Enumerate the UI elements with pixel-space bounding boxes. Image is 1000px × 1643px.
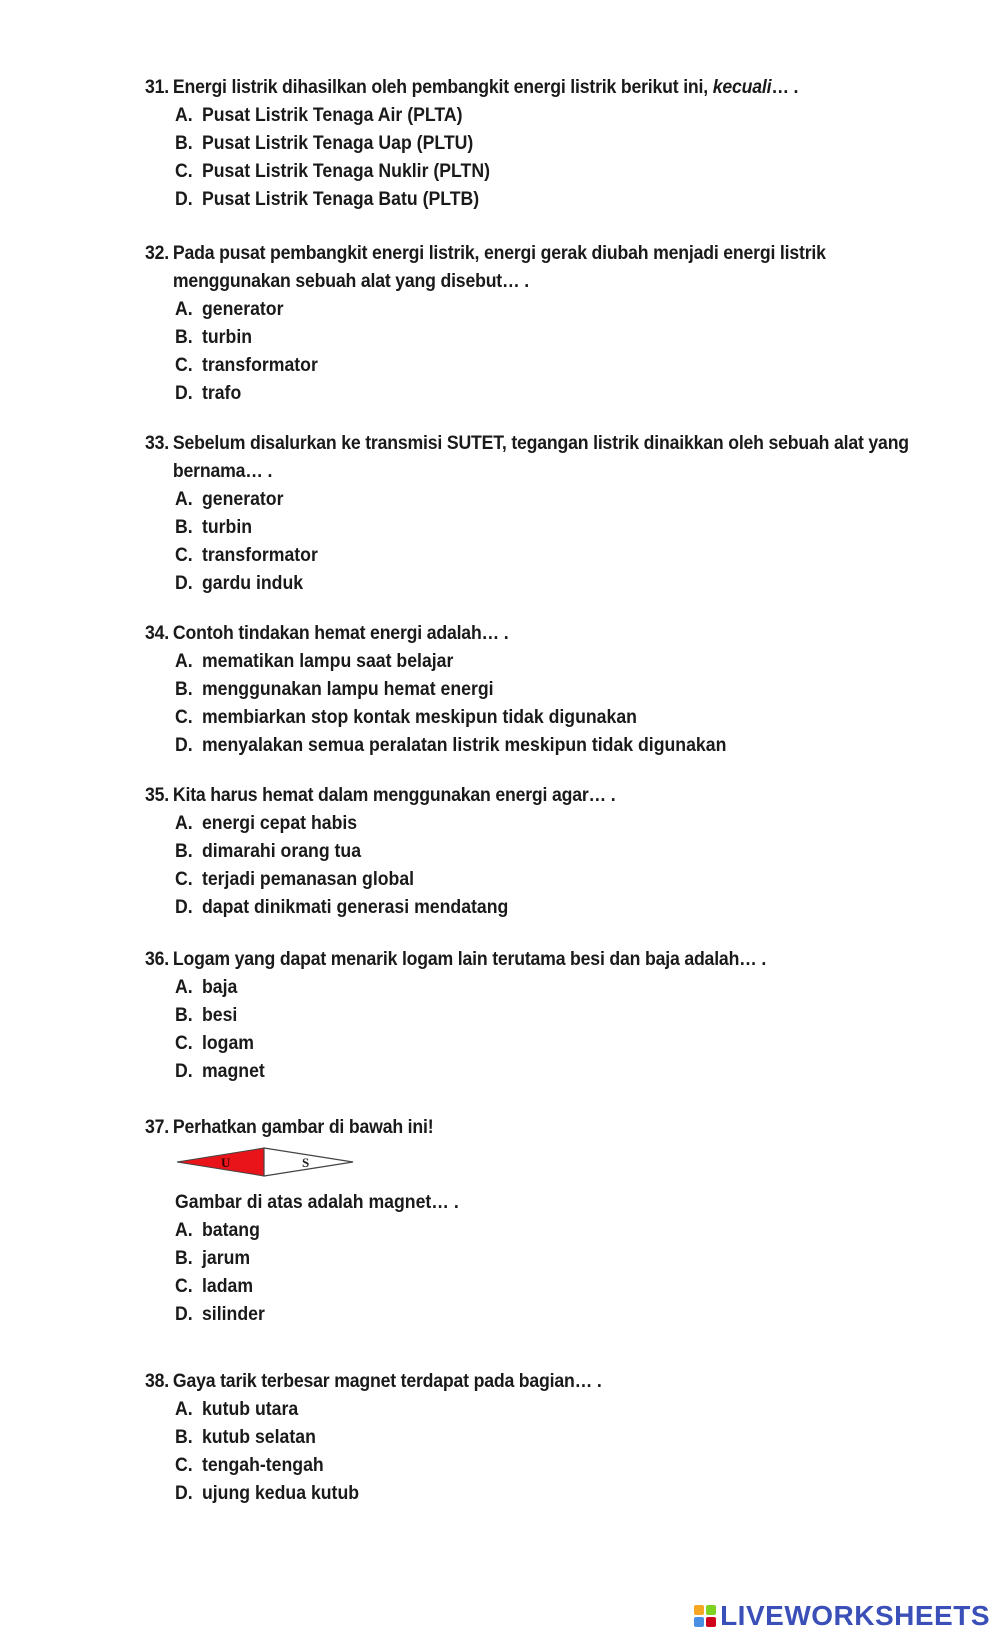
option-letter: A.: [175, 105, 193, 126]
option-text: ladam: [201, 1276, 254, 1297]
question-number: 36.: [145, 949, 170, 970]
needle-magnet-figure: [175, 1142, 945, 1186]
option-letter: C.: [175, 545, 193, 566]
question-33: [145, 430, 945, 598]
option-text: dapat dinikmati generasi mendatang: [201, 897, 509, 918]
option-text: membiarkan stop kontak meskipun tidak digunakan: [201, 707, 637, 728]
option-letter: B.: [175, 1427, 193, 1448]
question-number: 31.: [145, 77, 170, 98]
option-text: Pusat Listrik Tenaga Air (PLTA): [201, 105, 463, 126]
logo-square-icon: [706, 1617, 716, 1627]
option-text: tengah-tengah: [201, 1455, 324, 1476]
option-text: mematikan lampu saat belajar: [201, 651, 454, 672]
question-number: 37.: [145, 1117, 170, 1138]
option-letter: C.: [175, 707, 193, 728]
figure-question: Gambar di atas adalah magnet… .: [175, 1192, 459, 1213]
option-c[interactable]: [175, 352, 919, 380]
option-text: batang: [201, 1220, 260, 1241]
option-c[interactable]: [175, 866, 919, 894]
option-text: turbin: [201, 517, 253, 538]
option-c[interactable]: [175, 158, 919, 186]
logo-grid-icon: [694, 1605, 716, 1627]
option-text: magnet: [201, 1061, 265, 1082]
option-text: besi: [201, 1005, 238, 1026]
option-text: gardu induk: [201, 573, 304, 594]
stem-text: Perhatkan gambar di bawah ini!: [172, 1117, 434, 1138]
option-text: trafo: [201, 383, 242, 404]
option-letter: B.: [175, 133, 193, 154]
question-stem: [145, 240, 945, 296]
stem-text: Sebelum disalurkan ke transmisi SUTET, tegangan listrik dinaikkan oleh sebuah alat yang bernama… .: [172, 433, 909, 482]
option-letter: B.: [175, 679, 193, 700]
option-a[interactable]: [175, 1217, 919, 1245]
stem-text: Energi listrik dihasilkan oleh pembangkit energi listrik berikut ini,: [172, 77, 713, 98]
option-text: Pusat Listrik Tenaga Batu (PLTB): [201, 189, 480, 210]
option-a[interactable]: [175, 974, 919, 1002]
option-d[interactable]: [175, 894, 919, 922]
option-text: terjadi pemanasan global: [201, 869, 415, 890]
question-32: [145, 240, 945, 408]
question-36: [145, 946, 945, 1086]
option-letter: C.: [175, 1455, 193, 1476]
brand-name: LIVEWORKSHEETS: [720, 1600, 990, 1631]
option-letter: A.: [175, 813, 193, 834]
option-letter: D.: [175, 735, 193, 756]
option-c[interactable]: [175, 1273, 919, 1301]
question-stem: [145, 620, 945, 648]
option-b[interactable]: [175, 1002, 919, 1030]
option-c[interactable]: [175, 1452, 919, 1480]
option-text: silinder: [201, 1304, 265, 1325]
option-d[interactable]: [175, 186, 919, 214]
option-text: Pusat Listrik Tenaga Nuklir (PLTN): [201, 161, 490, 182]
option-b[interactable]: [175, 1245, 919, 1273]
option-d[interactable]: [175, 1301, 919, 1329]
option-letter: D.: [175, 383, 193, 404]
logo-square-icon: [694, 1617, 704, 1627]
option-c[interactable]: [175, 1030, 919, 1058]
option-letter: B.: [175, 1005, 193, 1026]
option-text: menggunakan lampu hemat energi: [201, 679, 494, 700]
question-stem: [145, 1368, 945, 1396]
option-d[interactable]: [175, 1480, 919, 1508]
option-b[interactable]: [175, 676, 919, 704]
option-letter: C.: [175, 161, 193, 182]
option-letter: A.: [175, 1399, 193, 1420]
option-text: transformator: [201, 545, 318, 566]
option-letter: D.: [175, 1304, 193, 1325]
question-37: [145, 1114, 945, 1329]
logo-square-icon: [694, 1605, 704, 1615]
option-text: generator: [201, 299, 284, 320]
option-b[interactable]: [175, 838, 919, 866]
option-a[interactable]: [175, 486, 919, 514]
option-letter: C.: [175, 1276, 193, 1297]
question-stem: [145, 782, 945, 810]
question-number: 33.: [145, 433, 170, 454]
option-letter: A.: [175, 977, 193, 998]
logo-square-icon: [706, 1605, 716, 1615]
option-text: Pusat Listrik Tenaga Uap (PLTU): [201, 133, 474, 154]
stem-text: Logam yang dapat menarik logam lain terutama besi dan baja adalah… .: [172, 949, 767, 970]
option-letter: C.: [175, 1033, 193, 1054]
option-text: energi cepat habis: [201, 813, 358, 834]
stem-text: Pada pusat pembangkit energi listrik, energi gerak diubah menjadi energi listrik menggunakan sebuah alat yang disebut… .: [172, 243, 826, 292]
option-letter: A.: [175, 489, 193, 510]
question-stem: [145, 430, 945, 486]
option-c[interactable]: [175, 704, 919, 732]
option-b[interactable]: [175, 324, 919, 352]
option-letter: D.: [175, 1061, 193, 1082]
question-number: 35.: [145, 785, 170, 806]
option-a[interactable]: [175, 648, 919, 676]
south-pole-label: S: [302, 1155, 310, 1170]
option-a[interactable]: [175, 1396, 919, 1424]
question-stem: [145, 74, 945, 102]
option-text: generator: [201, 489, 284, 510]
option-b[interactable]: [175, 1424, 919, 1452]
question-38: [145, 1368, 945, 1508]
option-d[interactable]: [175, 1058, 919, 1086]
option-letter: B.: [175, 841, 193, 862]
option-text: dimarahi orang tua: [201, 841, 362, 862]
option-c[interactable]: [175, 542, 919, 570]
option-text: kutub utara: [201, 1399, 299, 1420]
stem-italic-word: kecuali: [712, 77, 772, 98]
option-letter: D.: [175, 1483, 193, 1504]
option-letter: C.: [175, 355, 193, 376]
option-d[interactable]: [175, 380, 919, 408]
question-stem: [145, 1114, 945, 1142]
option-letter: B.: [175, 517, 193, 538]
option-a[interactable]: [175, 810, 919, 838]
stem-end: … .: [771, 77, 799, 98]
option-a[interactable]: [175, 296, 919, 324]
needle-magnet-svg: [175, 1142, 355, 1182]
option-a[interactable]: [175, 102, 919, 130]
option-text: kutub selatan: [201, 1427, 316, 1448]
question-number: 34.: [145, 623, 170, 644]
option-letter: A.: [175, 299, 193, 320]
question-number: 38.: [145, 1371, 170, 1392]
option-text: baja: [201, 977, 238, 998]
option-b[interactable]: [175, 130, 919, 158]
north-pole-label: U: [221, 1155, 231, 1170]
option-letter: A.: [175, 1220, 193, 1241]
option-letter: A.: [175, 651, 193, 672]
option-b[interactable]: [175, 514, 919, 542]
question-35: [145, 782, 945, 922]
option-text: transformator: [201, 355, 318, 376]
option-letter: B.: [175, 1248, 193, 1269]
option-text: turbin: [201, 327, 253, 348]
option-letter: D.: [175, 573, 193, 594]
option-text: jarum: [201, 1248, 251, 1269]
option-letter: D.: [175, 189, 193, 210]
stem-text: Kita harus hemat dalam menggunakan energi agar… .: [172, 785, 616, 806]
option-text: logam: [201, 1033, 255, 1054]
option-d[interactable]: [175, 570, 919, 598]
option-letter: D.: [175, 897, 193, 918]
question-number: 32.: [145, 243, 170, 264]
option-letter: C.: [175, 869, 193, 890]
option-text: ujung kedua kutub: [201, 1483, 360, 1504]
question-stem: [145, 946, 945, 974]
stem-text: Contoh tindakan hemat energi adalah… .: [172, 623, 509, 644]
question-34: [145, 620, 945, 760]
liveworksheets-logo[interactable]: [694, 1600, 990, 1632]
option-letter: B.: [175, 327, 193, 348]
option-d[interactable]: [175, 732, 919, 760]
question-31: [145, 74, 945, 214]
option-text: menyalakan semua peralatan listrik meskipun tidak digunakan: [201, 735, 727, 756]
stem-text: Gaya tarik terbesar magnet terdapat pada bagian… .: [172, 1371, 602, 1392]
